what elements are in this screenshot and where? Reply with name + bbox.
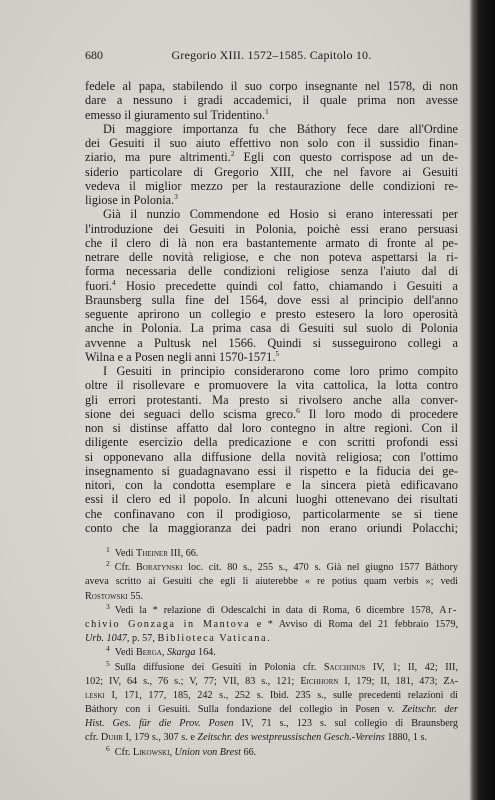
footnote-text: 164.	[195, 647, 216, 659]
footnote-line	[85, 731, 458, 745]
footnote-text: Vedi	[114, 647, 136, 659]
footnote	[85, 743, 458, 760]
footnote-line	[85, 717, 458, 731]
line-text: anche in Polonia. La prima casa di Gesuiti sul suolo di Polonia	[85, 321, 458, 336]
line-text: I Gesuiti in principio considerarono come loro primo compito	[103, 364, 458, 378]
footnote	[85, 658, 459, 746]
line-text: diligente esercizio della predicazione e con scritti profondi essi	[85, 435, 458, 450]
text-line	[85, 378, 458, 392]
line-text: Egli con questo corrispose ad un de-	[234, 150, 459, 165]
page-header	[85, 47, 458, 63]
footnote-reference: 5	[275, 348, 280, 358]
main-text	[85, 79, 458, 535]
text-line	[85, 179, 458, 193]
page-edge-shadow	[469, 0, 495, 800]
footnote-text: cfr.	[85, 732, 101, 744]
line-text: vedeva il miglior mezzo per la restaurazione delle condizioni re-	[85, 178, 458, 193]
line-text: sione dei seguaci dello scisma greco.	[85, 406, 297, 421]
text-line	[85, 492, 458, 506]
text-line	[85, 393, 458, 407]
text-line	[85, 521, 458, 535]
paragraph	[85, 364, 458, 535]
footnote-line	[85, 658, 458, 675]
footnote-line	[85, 547, 458, 561]
text-line	[85, 450, 458, 464]
text-line	[85, 507, 458, 521]
footnote-text: Vedi la * relazione di Odescalchi in data di Roma, 6 dicembre 1578,	[114, 604, 440, 616]
footnote-text: , p. 57,	[126, 633, 158, 645]
footnote-text: IV, 1; II, 42; III,	[365, 661, 458, 673]
footnote-line	[85, 632, 458, 646]
cited-author: Theiner	[135, 548, 168, 559]
footnote-text: loc. cit. 80 s., 255 s., 470 s. Già nel giugno 1577 Báthory	[182, 562, 458, 574]
line-text: fuori.	[85, 278, 112, 293]
footnote-text: I, 171, 177, 185, 242 s., 252 s. Ibid. 235 s., sulle precedenti relazioni di	[104, 689, 458, 701]
line-text: seguente aprirono un collegio e presto estesero la loro operosità	[85, 307, 458, 321]
archive-name: chivio Gonzaga in Mantova	[85, 618, 251, 630]
text-line	[85, 307, 458, 321]
footnote-number: 2	[106, 559, 110, 569]
footnote-reference: 3	[174, 192, 178, 201]
footnote-line	[85, 601, 458, 618]
text-line	[85, 136, 458, 150]
footnote-text: ,	[161, 647, 167, 659]
cited-title: Zeitschr. des westpreussischen Gesch.-Vereins	[197, 732, 385, 744]
footnote-number: 3	[106, 601, 110, 611]
text-line	[85, 435, 458, 449]
footnote-text: 66.	[240, 746, 257, 758]
cited-author: Eichhorn	[300, 675, 339, 687]
text-line	[85, 264, 458, 278]
footnote-line	[85, 618, 458, 632]
text-line	[85, 350, 458, 364]
line-text: Wilna e a Posen negli anni 1570-1571.	[85, 349, 276, 364]
footnote-reference: 2	[230, 149, 235, 159]
footnote-line	[85, 743, 458, 760]
cited-author: Berga	[135, 647, 162, 659]
cited-title: Hist. Ges. für die Prov. Posen	[85, 718, 234, 730]
footnote-number: 1	[106, 545, 110, 554]
footnote	[85, 547, 458, 561]
line-text: fedele al papa, stabilendo il suo corpo insegnante nel 1578, di non	[85, 79, 458, 93]
line-text: essi il clero ed il popolo. In alcuni luoghi ottenevano dei risultati	[85, 492, 458, 507]
text-line	[85, 279, 458, 293]
footnote	[85, 646, 458, 660]
footnote-line	[85, 675, 458, 689]
line-text: nitori, con la condotta esemplare e la sincera pietà edificavano	[85, 478, 458, 492]
text-line	[85, 407, 458, 421]
footnote-text: I, 179 s., 307 s. e	[122, 732, 198, 744]
cited-title: Urb. 1047	[85, 633, 127, 645]
footnote-line	[85, 590, 458, 604]
line-text: l'introduzione dei Gesuiti in Polonia, poichè essi erano persuasi	[85, 221, 458, 236]
line-text: che il clero di là non era bastantemente armato di fronte al pe-	[85, 235, 458, 250]
text-line	[85, 464, 458, 478]
page-number: 680	[85, 48, 103, 62]
text-line	[85, 165, 458, 179]
text-line	[85, 122, 458, 136]
text-line	[85, 207, 458, 221]
line-text: emesso il giuramento sul Tridentino.	[85, 107, 266, 122]
line-text: oltre il risollevare e promuovere la vita cattolica, la lotta contro	[85, 378, 458, 393]
text-line	[85, 478, 458, 492]
cited-title: Union von Brest	[174, 746, 241, 758]
line-text: gli errori protestanti. Ma presto si rivolsero anche alla conver-	[85, 392, 458, 407]
line-text: dare a nessuno i gradi accademici, il quale prima non avesse	[85, 93, 458, 108]
text-line	[85, 150, 458, 164]
footnote-text: IV, 71 s., 123 s. sul collegio di Braunsberg	[233, 718, 458, 730]
footnote-reference: 6	[296, 405, 300, 415]
footnote-text: ,	[169, 746, 175, 758]
footnote-reference: 4	[111, 277, 116, 287]
footnote-line	[85, 703, 458, 717]
cited-author: Rostowski	[85, 590, 128, 602]
footnote-text: Báthory con i Gesuiti. Sulla fondazione del collegio in Posen v.	[85, 704, 402, 716]
paragraph	[85, 122, 458, 208]
line-text: Hosio precedette quindi col fatto, chiamando i Gesuiti a	[115, 278, 458, 293]
archive-name: Biblioteca Vaticana	[157, 633, 268, 645]
cited-author: Boratynski	[136, 562, 183, 574]
footnote	[85, 561, 458, 604]
footnotes	[85, 547, 458, 760]
text-line	[85, 93, 458, 107]
cited-author: leski	[85, 689, 105, 701]
running-head: Gregorio XIII. 1572–1585. Capitolo 10.	[171, 48, 372, 62]
footnote-line	[85, 561, 458, 575]
line-text: siderio particolare di Gregorio XIII, che nel favore ai Gesuiti	[85, 164, 458, 179]
footnote-text: Cfr.	[114, 562, 136, 574]
cited-title: Zeitschr. der	[401, 704, 459, 716]
footnote-text: 102; IV, 64 s., 76 s.; V, 77; VII, 83 s., 121;	[85, 675, 301, 687]
archive-name: Ar-	[439, 604, 458, 616]
cited-author: Za-	[443, 675, 459, 687]
text-line	[85, 364, 458, 378]
footnote-text: Vedi	[114, 548, 136, 559]
cited-author: Sacchinus	[323, 661, 366, 673]
footnote-text: e * Avviso di Roma del 21 febbraio 1579,	[250, 618, 458, 630]
footnote-text: .	[267, 633, 270, 645]
line-text: insegnamento si guadagnavano essi il rispetto e la fiducia dei ge-	[85, 463, 458, 478]
paragraph	[85, 207, 458, 364]
footnote-line	[85, 689, 458, 703]
footnote-text: III, 66.	[167, 548, 199, 559]
cited-author: Duhr	[100, 732, 123, 744]
cited-title: Skarga	[166, 647, 196, 659]
footnote-number: 6	[106, 743, 110, 753]
line-text: avvenne a Pultusk nel 1566. Quindi si susseguirono collegi a	[85, 335, 458, 350]
text-line	[85, 321, 458, 335]
footnote-number: 5	[106, 658, 110, 668]
text-line	[85, 108, 458, 122]
footnote-number: 4	[106, 644, 110, 654]
text-line	[85, 236, 458, 250]
text-line	[85, 293, 458, 307]
footnote	[85, 601, 458, 647]
line-text: si opponevano alla diffusione della novità religiosa; con l'ottimo	[85, 449, 458, 464]
footnote-text: Sulla diffusione dei Gesuiti in Polonia cfr.	[114, 661, 324, 673]
line-text: conto che la maggioranza dei padri non erano oriundi Polacchi;	[85, 520, 458, 535]
text-line	[85, 193, 458, 207]
line-text: Già il nunzio Commendone ed Hosio si erano interessati per	[103, 207, 458, 222]
line-text: Il loro modo di procedere	[299, 406, 458, 421]
line-text: ligiose in Polonia.	[85, 193, 175, 207]
line-text: ziario, ma pure altrimenti.	[85, 150, 231, 165]
paragraph	[85, 79, 458, 122]
footnote-text: 55.	[127, 590, 144, 602]
footnote-line	[85, 575, 458, 589]
text-line	[85, 336, 458, 350]
line-text: che confinavano con il prodigioso, particolarmente se si tiene	[85, 506, 458, 521]
text-line	[85, 421, 458, 435]
footnote-line	[85, 646, 458, 660]
text-line	[85, 250, 458, 264]
line-text: Braunsberg sulla fine del 1564, dove essi al principio dell'anno	[85, 292, 458, 307]
footnote-text: aveva scritto ai Gesuiti che egli li aiuterebbe « re potius quam verbis »; vedi	[85, 576, 458, 588]
footnote-text: I, 179; II, 181, 473;	[338, 675, 444, 687]
line-text: forma necessaria delle condizioni religiose senza l'aiuto dal di	[85, 264, 458, 279]
text-line	[85, 222, 458, 236]
cited-author: Likowski	[132, 746, 170, 758]
footnote-text: 1880, 1 s.	[384, 732, 427, 744]
footnote-reference: 1	[265, 106, 269, 116]
line-text: non si distinse affatto dal loro contegno in altre regioni. Con il	[85, 421, 458, 435]
line-text: dei Gesuiti il suo aiuto effettivo non solo con il sussidio finan-	[85, 136, 458, 150]
line-text: netrare delle novità religiose, e che non poteva aspettarsi la ri-	[85, 250, 458, 264]
line-text: Di maggiore importanza fu che Báthory fece dare all'Ordine	[103, 121, 458, 136]
text-line	[85, 79, 458, 93]
footnote-text: Cfr.	[114, 746, 133, 758]
